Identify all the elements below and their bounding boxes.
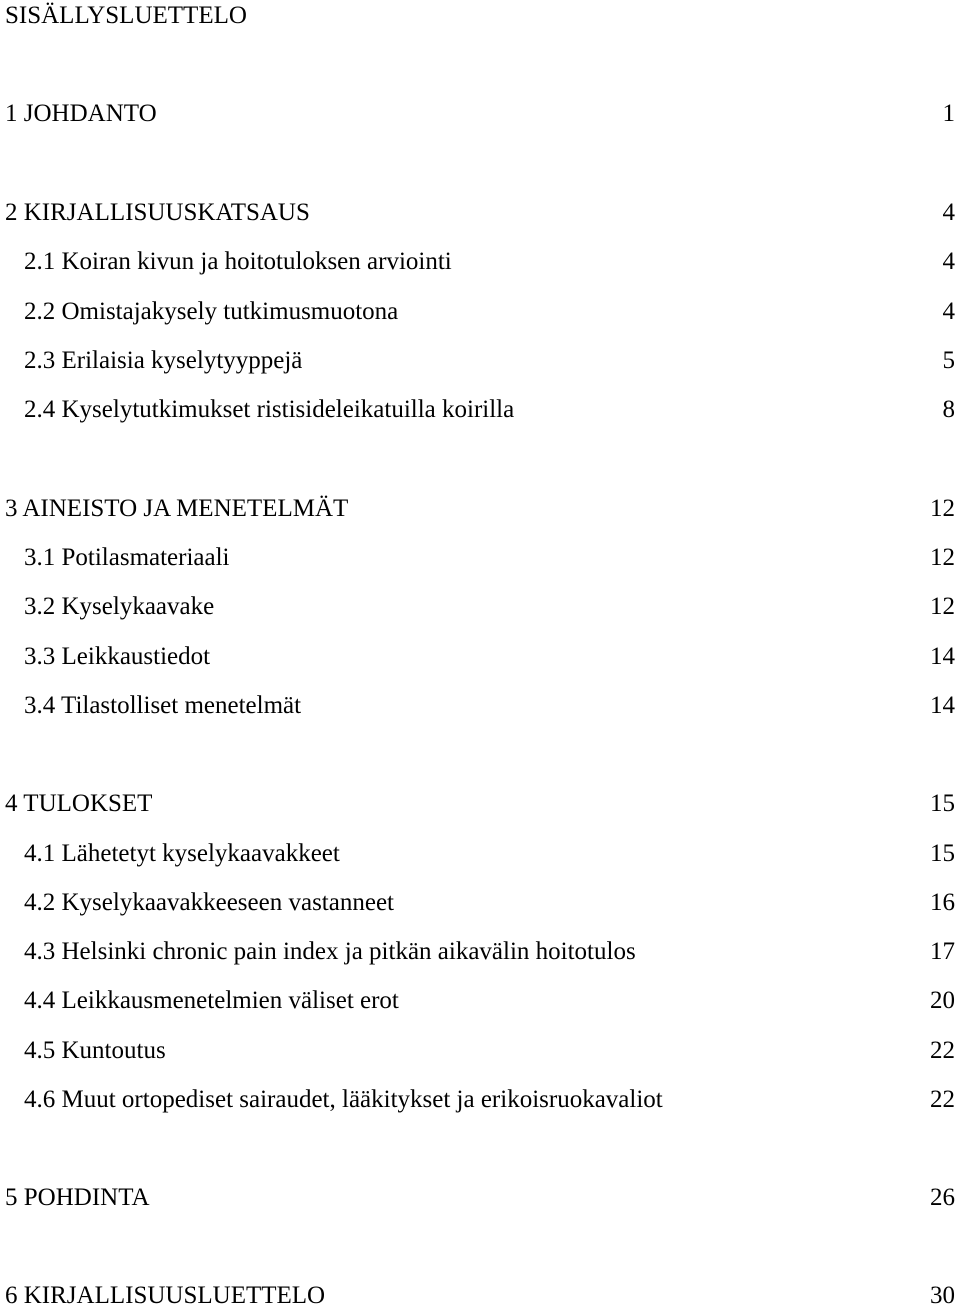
toc-entry-text: 4.1 Lähetetyt kyselykaavakkeet [24, 840, 340, 867]
toc-entry-text: 3.2 Kyselykaavake [24, 593, 215, 620]
toc-entry-text: 2.1 Koiran kivun ja hoitotuloksen arviointi [24, 248, 452, 275]
toc-entry [24, 345, 955, 377]
toc-entry-page: 26 [930, 1184, 955, 1211]
toc-entry-page: 4 [942, 248, 955, 275]
toc-entry [5, 1182, 955, 1214]
toc-entry-text: 4.4 Leikkausmenetelmien väliset erot [24, 987, 399, 1014]
toc-entry-text: 3.3 Leikkaustiedot [24, 643, 211, 670]
toc-entry [24, 887, 955, 919]
toc-entry-text: 1 JOHDANTO [5, 100, 157, 127]
toc-entry [24, 1035, 955, 1067]
toc-entry-page: 22 [930, 1086, 955, 1113]
toc-entry-page: 12 [930, 495, 955, 522]
toc-entry-page: 22 [930, 1037, 955, 1064]
toc-title: SISÄLLYSLUETTELO [5, 2, 247, 29]
toc-entry-page: 12 [930, 593, 955, 620]
toc-entry-page: 8 [942, 396, 955, 423]
toc-entry-page: 14 [930, 643, 955, 670]
toc-entry-text: 6 KIRJALLISUUSLUETTELO [5, 1282, 326, 1309]
toc-entry-text: 4.5 Kuntoutus [24, 1037, 166, 1064]
toc-entry [24, 591, 955, 623]
toc-entry-page: 17 [930, 938, 955, 965]
toc-entry [5, 493, 955, 525]
toc-entry-text: 5 POHDINTA [5, 1184, 150, 1211]
toc-entry-text: 3 AINEISTO JA MENETELMÄT [5, 495, 349, 522]
toc-entry-page: 20 [930, 987, 955, 1014]
toc-entry-text: 4 TULOKSET [5, 790, 153, 817]
toc-entry-page: 1 [942, 100, 955, 127]
toc-entry-text: 4.6 Muut ortopediset sairaudet, lääkitykset ja erikoisruokavaliot [24, 1086, 663, 1113]
toc-entry [24, 838, 955, 870]
toc-entry [5, 1280, 955, 1312]
toc-entry [24, 542, 955, 574]
toc-entry-text: 2.3 Erilaisia kyselytyyppejä [24, 347, 303, 374]
toc-entry-text: 3.4 Tilastolliset menetelmät [24, 692, 302, 719]
toc-entry [24, 394, 955, 426]
toc-entry [24, 246, 955, 278]
toc-entry-text: 3.1 Potilasmateriaali [24, 544, 230, 571]
toc-entry-page: 15 [930, 790, 955, 817]
toc-entry-text: 2.4 Kyselytutkimukset ristisideleikatuilla koirilla [24, 396, 515, 423]
toc-entry [24, 690, 955, 722]
toc-entry [24, 936, 955, 968]
toc-entry [24, 1084, 955, 1116]
toc-entry-text: 2 KIRJALLISUUSKATSAUS [5, 199, 310, 226]
toc-entry [5, 788, 955, 820]
toc-entry-page: 5 [942, 347, 955, 374]
toc-entry-page: 30 [930, 1282, 955, 1309]
toc-entry [24, 641, 955, 673]
toc-entry-page: 14 [930, 692, 955, 719]
toc-entry-text: 4.2 Kyselykaavakkeeseen vastanneet [24, 889, 394, 916]
toc-entry-page: 4 [942, 199, 955, 226]
toc-entry [5, 197, 955, 229]
toc-entry-page: 4 [942, 298, 955, 325]
toc-entry-text: 2.2 Omistajakysely tutkimusmuotona [24, 298, 399, 325]
toc-entry [5, 98, 955, 130]
toc-entry-page: 12 [930, 544, 955, 571]
toc-entry [24, 985, 955, 1017]
toc-entry-page: 16 [930, 889, 955, 916]
toc-entry-text: 4.3 Helsinki chronic pain index ja pitkän aikavälin hoitotulos [24, 938, 636, 965]
toc-entry-page: 15 [930, 840, 955, 867]
toc-entry [24, 296, 955, 328]
